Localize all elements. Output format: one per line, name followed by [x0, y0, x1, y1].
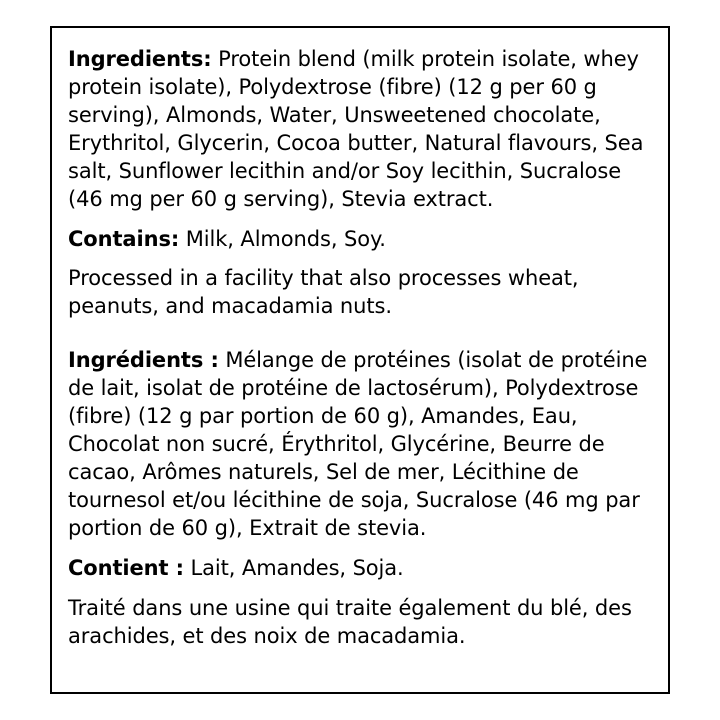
english-ingredients-text: Protein blend (milk protein isolate, whey protein isolate), Polydextrose (fibre) (12 g per 60 g serving), Almonds, Water, Unsweetened chocolate, Erythritol, Glycerin, Cocoa butter, Natural flavours, Sea salt, Sunflower lecithin and/or Soy lecithin, Sucralose (46 mg per 60 g serving), Stevia extract.: [68, 47, 644, 211]
english-ingredients-heading: Ingredients:: [68, 47, 212, 71]
french-ingredients-text: Mélange de protéines (isolat de protéine de lait, isolat de protéine de lactosérum), Polydextrose (fibre) (12 g par portion de 60 g), Amandes, Eau, Chocolat non sucré, Érythritol, Glycérine, Beurre de cacao, Arômes naturels, Sel de mer, Lécithine de tournesol et/ou lécithine de soja, Sucralose (46 mg par portion de 60 g), Extrait de stevia.: [68, 348, 648, 540]
ingredients-label-panel: [50, 26, 670, 694]
english-contains-paragraph: [68, 226, 652, 254]
french-ingredients-paragraph: [68, 347, 652, 542]
english-ingredients-paragraph: [68, 46, 652, 214]
english-facility-paragraph: Processed in a facility that also processes wheat, peanuts, and macadamia nuts.: [68, 266, 579, 319]
french-contains-text: Lait, Amandes, Soja.: [183, 555, 404, 580]
french-contains-heading: Contient :: [68, 555, 184, 580]
english-contains-heading: Contains:: [68, 226, 180, 251]
french-ingredients-heading: Ingrédients :: [68, 348, 219, 373]
english-contains-text: Milk, Almonds, Soy.: [179, 226, 386, 251]
french-contains-paragraph: [68, 555, 652, 583]
french-facility-paragraph: Traité dans une usine qui traite également du blé, des arachides, et des noix de macadamia.: [68, 595, 632, 648]
